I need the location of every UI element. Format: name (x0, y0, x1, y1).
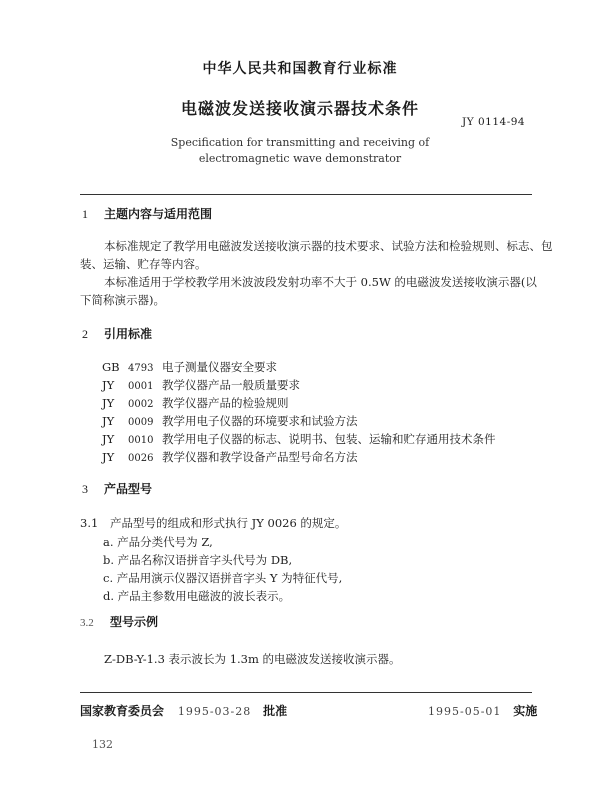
section-number: 2 (82, 327, 88, 341)
list-item-b: b. 产品名称汉语拼音字头代号为 DB, (103, 553, 293, 567)
document-title: 电磁波发送接收演示器技术条件 (180, 99, 419, 118)
clause-3-2-heading (80, 614, 158, 631)
ref-desc: 教学用电子仪器的环境要求和试验方法 (162, 414, 358, 428)
effective-line (428, 702, 537, 719)
ref-code: 0002 (128, 399, 154, 410)
clause-text: 产品型号的组成和形式执行 JY 0026 的规定。 (110, 516, 347, 530)
section-1-para1-line2: 装、运输、贮存等内容。 (80, 257, 207, 271)
ref-code: 4793 (128, 363, 154, 374)
clause-number: 3.2 (80, 617, 94, 629)
ref-prefix: JY (102, 378, 115, 392)
ref-desc: 教学仪器产品的检验规则 (162, 396, 289, 410)
approval-line (80, 702, 287, 719)
approve-date: 1995-03-28 (177, 705, 252, 718)
section-number: 1 (82, 207, 88, 221)
ref-prefix: JY (102, 432, 115, 446)
section-1-heading (82, 206, 212, 222)
ref-desc: 教学仪器和教学设备产品型号命名方法 (162, 450, 358, 464)
section-1-para2-line2: 下简称演示器)。 (80, 293, 165, 307)
standard-number: JY 0114-94 (462, 116, 526, 128)
reference-row (102, 376, 300, 394)
reference-row (102, 394, 289, 412)
english-title-line1: Specification for transmitting and receiving of (170, 136, 430, 149)
ref-code: 0009 (128, 417, 154, 428)
section-1-para2-line1: 本标准适用于学校教学用米波波段发射功率不大于 0.5W 的电磁波发送接收演示器(以 (104, 275, 537, 289)
issuer-line: 中华人民共和国教育行业标准 (202, 61, 398, 77)
reference-row (102, 358, 277, 376)
approve-label: 批准 (263, 704, 288, 718)
section-title: 产品型号 (104, 482, 153, 496)
approver: 国家教育委员会 (80, 704, 165, 718)
list-item-d: d. 产品主参数用电磁波的波长表示。 (103, 589, 291, 603)
clause-number: 3.1 (80, 516, 99, 530)
section-title: 引用标准 (104, 327, 153, 341)
bottom-divider (80, 692, 532, 693)
effective-date: 1995-05-01 (428, 705, 502, 718)
section-title: 主题内容与适用范围 (104, 207, 213, 221)
section-number: 3 (82, 482, 88, 496)
section-1-para1-line1: 本标准规定了教学用电磁波发送接收演示器的技术要求、试验方法和检验规则、标志、包 (104, 239, 553, 253)
section-2-heading (82, 326, 152, 342)
ref-prefix: JY (102, 450, 115, 464)
ref-desc: 教学仪器产品一般质量要求 (162, 378, 300, 392)
clause-3-1 (80, 514, 346, 532)
section-3-heading (82, 481, 152, 497)
top-divider (80, 194, 532, 195)
ref-prefix: JY (102, 414, 115, 428)
ref-prefix: GB (102, 360, 120, 374)
reference-row (102, 430, 496, 448)
effective-label: 实施 (513, 704, 538, 718)
ref-prefix: JY (102, 396, 115, 410)
reference-row (102, 448, 358, 466)
page-number: 132 (92, 738, 113, 751)
ref-desc: 电子测量仪器安全要求 (162, 360, 277, 374)
reference-row (102, 412, 358, 430)
list-item-c: c. 产品用演示仪器汉语拼音字头 Y 为特征代号, (103, 571, 343, 585)
english-title-line2: electromagnetic wave demonstrator (198, 152, 402, 165)
model-example: Z-DB-Y-1.3 表示波长为 1.3m 的电磁波发送接收演示器。 (104, 652, 401, 666)
list-item-a: a. 产品分类代号为 Z, (103, 535, 213, 549)
ref-code: 0010 (128, 435, 154, 446)
ref-code: 0026 (128, 453, 154, 464)
ref-desc: 教学用电子仪器的标志、说明书、包装、运输和贮存通用技术条件 (162, 432, 496, 446)
clause-title: 型号示例 (110, 615, 159, 629)
ref-code: 0001 (128, 381, 154, 392)
